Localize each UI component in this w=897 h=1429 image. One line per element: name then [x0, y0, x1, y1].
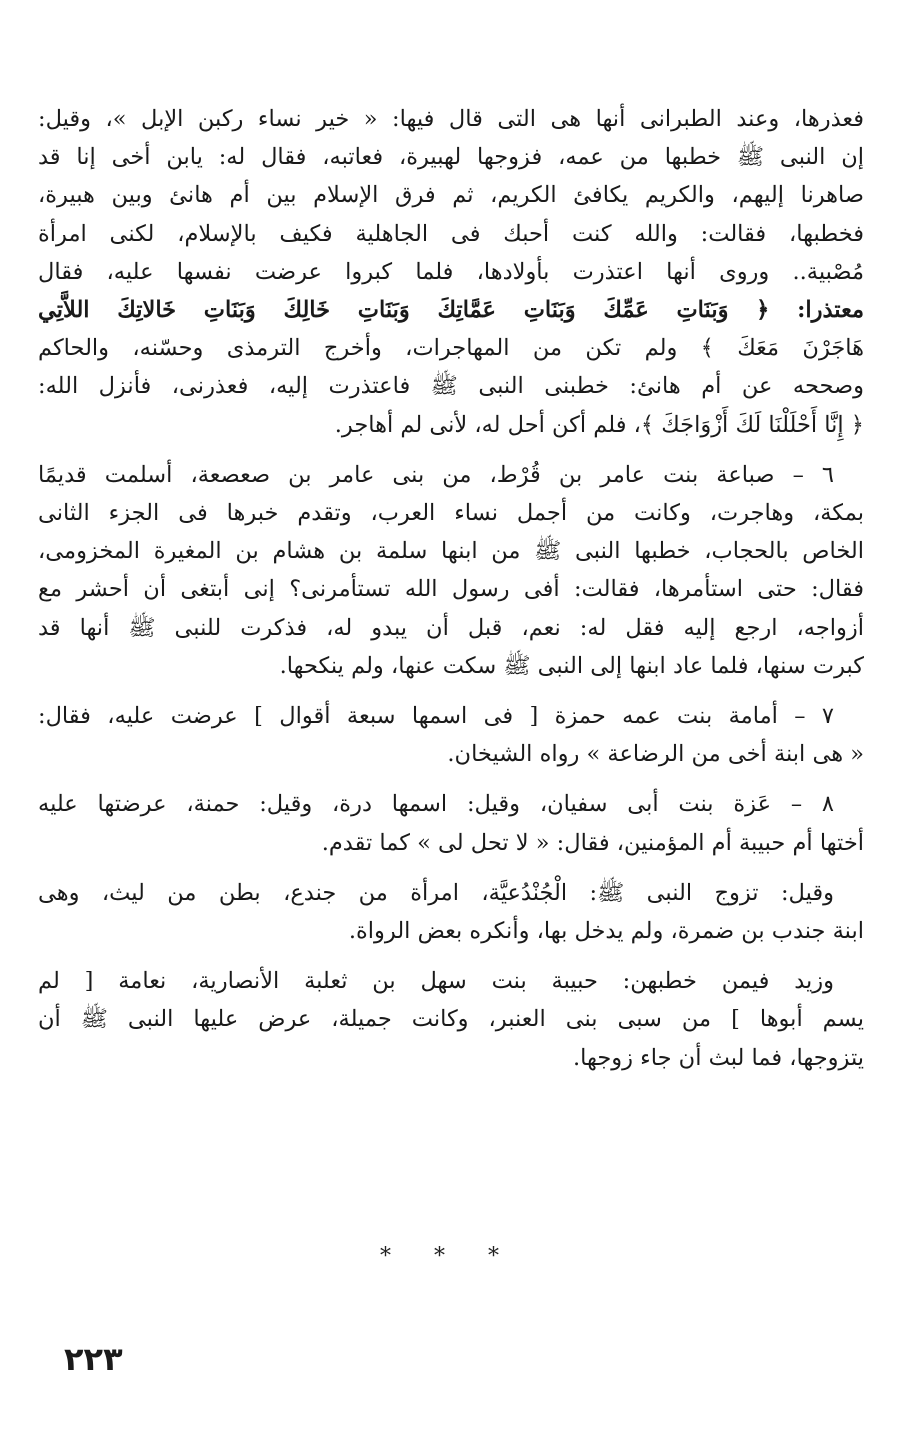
paragraph-item-7: [38, 697, 864, 773]
paragraph-proposals: [38, 962, 864, 1077]
paragraph-item-6: [38, 456, 864, 685]
text-line: « هى ابنة أخى من الرضاعة » رواه الشيخان.: [447, 741, 864, 768]
text-line: الخاص بالحجاب، خطبها النبى ﷺ من ابنها سلمة بن هشام بن المغيرة المخزومى،: [38, 538, 864, 565]
text-line: ٨ – عَزة بنت أبى سفيان، وقيل: اسمها درة، وقيل: حمنة، عرضتها عليه: [38, 791, 834, 818]
text-line: أختها أم حبيبة أم المؤمنين، فقال: « لا تحل لى » كما تقدم.: [321, 829, 864, 856]
text-line: وزيد فيمن خطبهن: حبيبة بنت سهل بن ثعلبة الأنصارية، نعامة [ لم: [38, 968, 834, 995]
text-line: يسم أبوها ] من سبى بنى العنبر، وكانت جميلة، عرض عليها النبى ﷺ أن: [38, 1006, 864, 1033]
text-line: يتزوجها، فما لبث أن جاء زوجها.: [573, 1044, 864, 1071]
page-number: ٢٢٣: [64, 1340, 123, 1378]
text-line: ابنة جندب بن ضمرة، ولم يدخل بها، وأنكره بعض الرواة.: [348, 918, 864, 945]
text-line: وقيل: تزوج النبى ﷺ: الْجُنْدُعيَّة، امرأة من جندع، بطن من ليث، وهى: [38, 879, 834, 906]
text-line: فخطبها، فقالت: والله كنت أحبك فى الجاهلية فكيف بالإسلام، لكنى امرأة: [38, 220, 864, 247]
text-line: بمكة، وهاجرت، وكانت من أجمل نساء العرب، وتقدم خبرها فى الجزء الثانى: [38, 500, 864, 527]
text-line: ٧ – أمامة بنت عمه حمزة [ فى اسمها سبعة أقوال ] عرضت عليه، فقال:: [38, 703, 834, 730]
page-body: [38, 100, 864, 1077]
paragraph-umm-hani: [38, 100, 864, 444]
text-line: وصححه عن أم هانئ: خطبنى النبى ﷺ فاعتذرت إليه، فعذرنى، فأنزل الله:: [38, 373, 864, 400]
text-line: إن النبى ﷺ خطبها من عمه، فزوجها لهبيرة، فعاتبه، فقال له: يابن أخى إنا قد: [38, 144, 864, 171]
text-line: ﴿ إِنَّا أَحْلَلْنَا لَكَ أَزْوَاجَكَ ﴾، فلم أكن أحل له، لأنى لم أهاجر.: [334, 411, 864, 438]
text-line: هَاجَرْنَ مَعَكَ ﴾ ولم تكن من المهاجرات، وأخرج الترمذى وحسّنه، والحاكم: [38, 335, 864, 362]
text-line: صاهرنا إليهم، والكريم يكافئ الكريم، ثم فرق الإسلام بين أم هانئ وبين هبيرة،: [38, 182, 864, 209]
paragraph-jundaiyya: [38, 874, 864, 950]
text-line: أزواجه، ارجع إليه فقل له: نعم، قبل أن يبدو له، فذكرت للنبى ﷺ أنها قد: [38, 614, 864, 641]
text-line: مُصْبية.. وروى أنها اعتذرت بأولادها، فلما كبروا عرضت نفسها عليه، فقال: [38, 258, 864, 285]
text-line: ٦ – صباعة بنت عامر بن قُرْط، من بنى عامر بن صعصعة، أسلمت قديمًا: [38, 461, 834, 488]
text-line: كبرت سنها، فلما عاد ابنها إلى النبى ﷺ سكت عنها، ولم ينكحها.: [279, 652, 864, 679]
quran-verse-line: معتذرا: ﴿ وَبَنَاتِ عَمِّكَ وَبَنَاتِ عَمَّاتِكَ وَبَنَاتِ خَالِكَ وَبَنَاتِ خَالاتِكَ اللاَّتِي: [38, 297, 864, 324]
paragraph-item-8: [38, 785, 864, 861]
text-line: فقال: حتى استأمرها، فقالت: أفى رسول الله تستأمرنى؟ إنى أبتغى أن أحشر مع: [38, 576, 864, 603]
text-line: فعذرها، وعند الطبرانى أنها هى التى قال فيها: « خير نساء ركبن الإبل »، وقيل:: [38, 106, 864, 132]
section-separator: * * *: [380, 1244, 517, 1269]
